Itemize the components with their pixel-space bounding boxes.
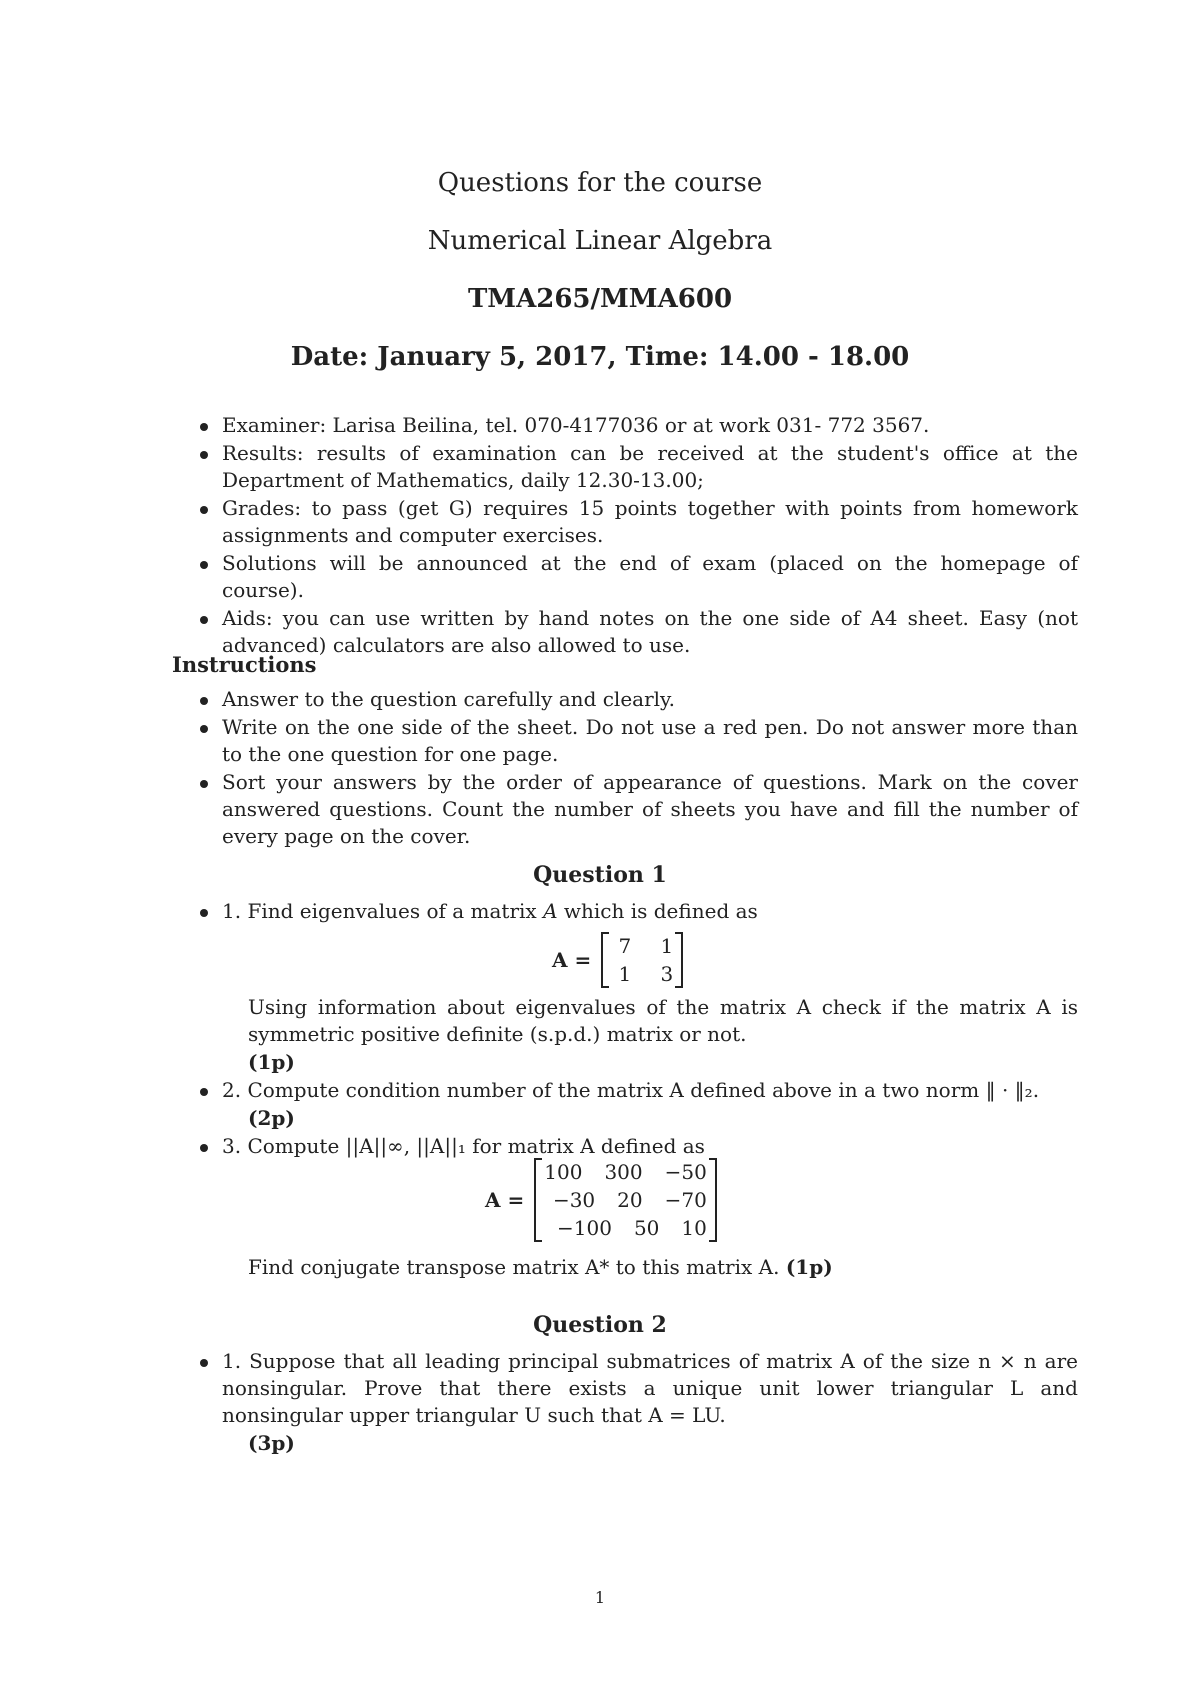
bullet-icon [200, 725, 208, 733]
matrix-a-3x3: A = 100 300 −50 −30 20 −70 −100 50 10 [485, 1158, 717, 1242]
title-line-1: Questions for the course [437, 168, 763, 198]
list-item: Results: results of examination can be received at the student's office at the Department of Mathematics, daily 12.30-13.00; [198, 440, 1078, 494]
bullet-icon [200, 423, 208, 431]
followup-text: Find conjugate transpose matrix A* to this matrix A. (1p) [248, 1255, 833, 1279]
bullet-icon [200, 451, 208, 459]
list-item: Sort your answers by the order of appearance of questions. Mark on the cover answered questions. Count the number of sheets you have and fill the number of every page on the cover. [198, 769, 1078, 850]
list-item: Answer to the question carefully and clearly. [198, 686, 1078, 713]
bullet-icon [200, 1144, 208, 1152]
followup-text: Using information about eigenvalues of the matrix A check if the matrix A is symmetric positive definite (s.p.d.) matrix or not. [248, 995, 1078, 1046]
bullet-icon [200, 697, 208, 705]
bullet-icon [200, 1359, 208, 1367]
matrix-brackets: 100 300 −50 −30 20 −70 −100 50 10 [534, 1158, 717, 1242]
points-label: (1p) [248, 1050, 295, 1074]
matrix-brackets: 7 1 1 3 [601, 932, 683, 988]
list-item: Examiner: Larisa Beilina, tel. 070-4177036 or at work 031- 772 3567. [198, 412, 1078, 439]
instructions-heading: Instructions [172, 652, 317, 677]
info-list [198, 412, 1078, 660]
question-1-part-1 [198, 898, 1078, 926]
bullet-icon [200, 780, 208, 788]
list-item: Write on the one side of the sheet. Do not use a red pen. Do not answer more than to the one question for one page. [198, 714, 1078, 768]
bullet-icon [200, 506, 208, 514]
list-item: Grades: to pass (get G) requires 15 points together with points from homework assignments and computer exercises. [198, 495, 1078, 549]
question-1-heading: Question 1 [533, 862, 667, 888]
matrix-a-2x2: A = 7 1 1 3 [552, 932, 683, 988]
list-item: 3. Compute ||A||∞, ||A||₁ for matrix A defined as [198, 1133, 1078, 1160]
list-item: 1. Find eigenvalues of a matrix A which is defined as [198, 898, 1078, 925]
title-line-2: Numerical Linear Algebra [427, 226, 773, 256]
page-number: 1 [594, 1588, 606, 1607]
list-item: 1. Suppose that all leading principal submatrices of matrix A of the size n × n are nonsingular. Prove that there exists a unique unit lower triangular L and nonsingular upper triangular U such that A = LU. [198, 1348, 1078, 1429]
bullet-icon [200, 1088, 208, 1096]
course-code: TMA265/MMA600 [467, 284, 733, 314]
list-item: 2. Compute condition number of the matrix A defined above in a two norm ‖ · ‖₂. [198, 1077, 1078, 1104]
bullet-icon [200, 616, 208, 624]
question-2-part-1 [198, 1348, 1078, 1458]
list-item: Solutions will be announced at the end of exam (placed on the homepage of course). [198, 550, 1078, 604]
list-item: Aids: you can use written by hand notes on the one side of A4 sheet. Easy (not advanced) calculators are also allowed to use. [198, 605, 1078, 659]
instructions-list [198, 686, 1078, 851]
exam-date: Date: January 5, 2017, Time: 14.00 - 18.00 [290, 342, 910, 372]
question-1-part-1-followup [198, 994, 1078, 1161]
question-2-heading: Question 2 [533, 1312, 667, 1338]
bullet-icon [200, 909, 208, 917]
question-1-part-3-followup [198, 1254, 1078, 1282]
bullet-icon [200, 561, 208, 569]
points-label: (1p) [785, 1255, 833, 1279]
points-label: (3p) [248, 1431, 295, 1455]
points-label: (2p) [248, 1106, 295, 1130]
